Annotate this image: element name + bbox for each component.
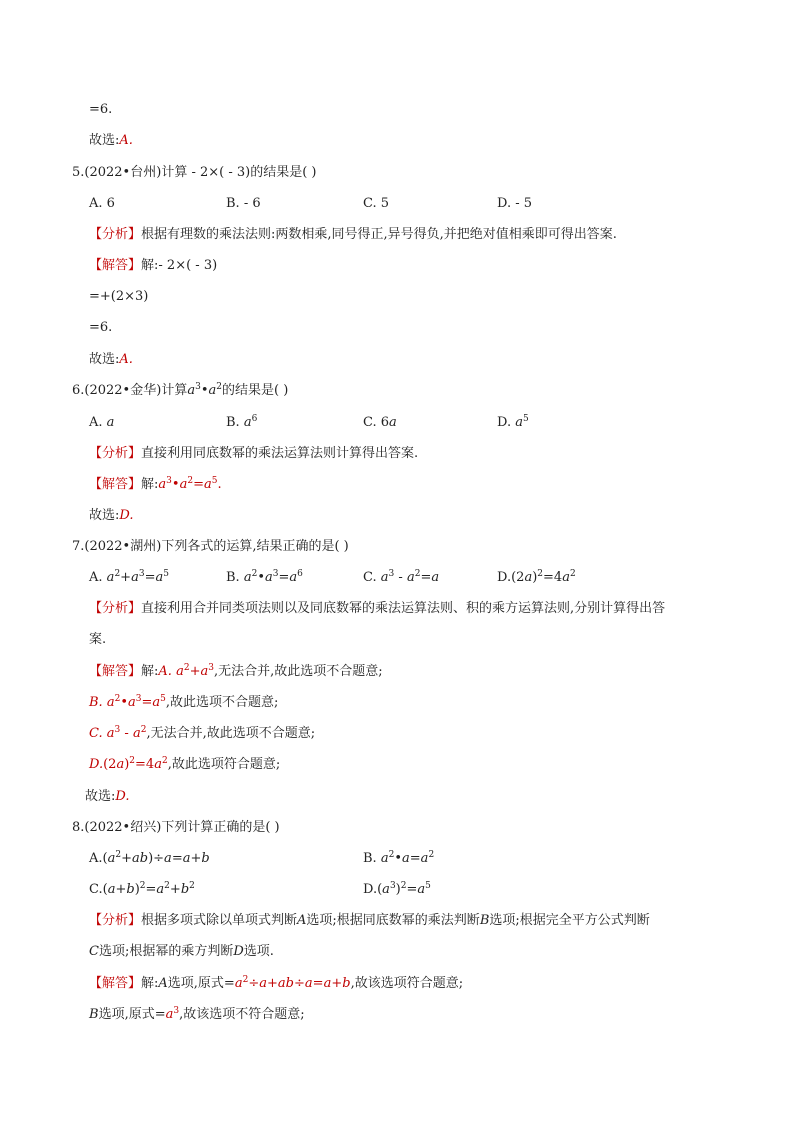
q5-answer-line2: =+(2×3) [89,289,149,304]
q7-option-b: B. $a^2•a^3=a^6$ [226,569,303,585]
q7-analysis-line2: 案. [89,632,107,647]
q8-option-c: $C.(a+b)^2=a^2+b^2$ [89,881,195,897]
q5-stem: 5.(2022•台州)计算 - 2×( - 3)的结果是( ) [72,165,317,180]
q6-stem: 6.(2022•金华)计算$a^3•a^2$的结果是( ) [72,382,289,398]
q7-choose-line: 故选:D. [85,789,130,804]
q6-option-c: C. 6a [363,415,397,430]
q5-answer-line1: 【解答】解:- 2×( - 3) [89,258,218,273]
q8-analysis-line1: 【分析】根据多项式除以单项式判断A选项;根据同底数幂的乘法判断B选项;根据完全平方公式判断 [89,913,650,928]
q8-answer-a: 【解答】解:A选项,原式$=a^2\div a+ab\div a=a+b$,故该选项符合题意; [89,975,464,991]
q7-stem: 7.(2022•湖州)下列各式的运算,结果正确的是( ) [72,539,349,554]
prev-result-line: =6. [89,102,113,117]
q7-option-d: $D.(2a)^2=4a^2$ [497,569,576,585]
q5-option-b: B. - 6 [226,196,261,211]
q6-answer: 【解答】解$:a^3•a^2=a^5$. [89,476,222,492]
q5-option-a: A. 6 [89,196,115,211]
q8-answer-b: B选项,原式$=a^3$,故该选项不符合题意; [89,1006,305,1022]
q6-option-a: A. a [89,415,115,430]
q8-stem: 8.(2022•绍兴)下列计算正确的是( ) [72,820,280,835]
q8-option-b: B. $a^2•a=a^2$ [363,850,435,866]
q6-analysis: 【分析】直接利用同底数幂的乘法运算法则计算得出答案. [89,446,419,461]
q7-option-a: A. $a^2+a^3=a^5$ [89,569,169,585]
q8-analysis-line2: C选项;根据幂的乘方判断D选项. [89,944,274,959]
q6-choose-line: 故选:D. [89,508,134,523]
q7-answer-d: $D.(2a)^2=4a^2$,故此选项符合题意; [89,756,281,772]
q7-answer-b: B. $a^2•a^3=a^5$,故此选项不合题意; [89,694,279,710]
q8-option-d: $D.(a^3)^2=a^5$ [363,881,431,897]
q7-answer-a: 【解答】解:A. $a^2+a^3$,无法合并,故此选项不合题意; [89,663,383,679]
q5-option-c: C. 5 [363,196,390,211]
q7-option-c: C. $a^3 - a^2=a$ [363,569,440,585]
q6-option-b: B. $a^6$ [226,414,258,430]
prev-choose-line: 故选:A. [89,133,133,148]
q6-option-d: D. $a^5$ [497,414,529,430]
q8-option-a: $A.(a^2+ab)\div a=a+b$ [89,850,210,866]
q7-analysis-line1: 【分析】直接利用合并同类项法则以及同底数幂的乘法运算法则、积的乘方运算法则,分别计算得出答 [89,601,666,616]
q5-answer-line3: =6. [89,320,113,335]
q5-analysis: 【分析】根据有理数的乘法法则:两数相乘,同号得正,异号得负,并把绝对值相乘即可得出答案. [89,227,617,242]
q5-option-d: D. - 5 [497,196,533,211]
q5-choose-line: 故选:A. [89,352,133,367]
q7-answer-c: C. $a^3 - a^2$,无法合并,故此选项不合题意; [89,725,316,741]
